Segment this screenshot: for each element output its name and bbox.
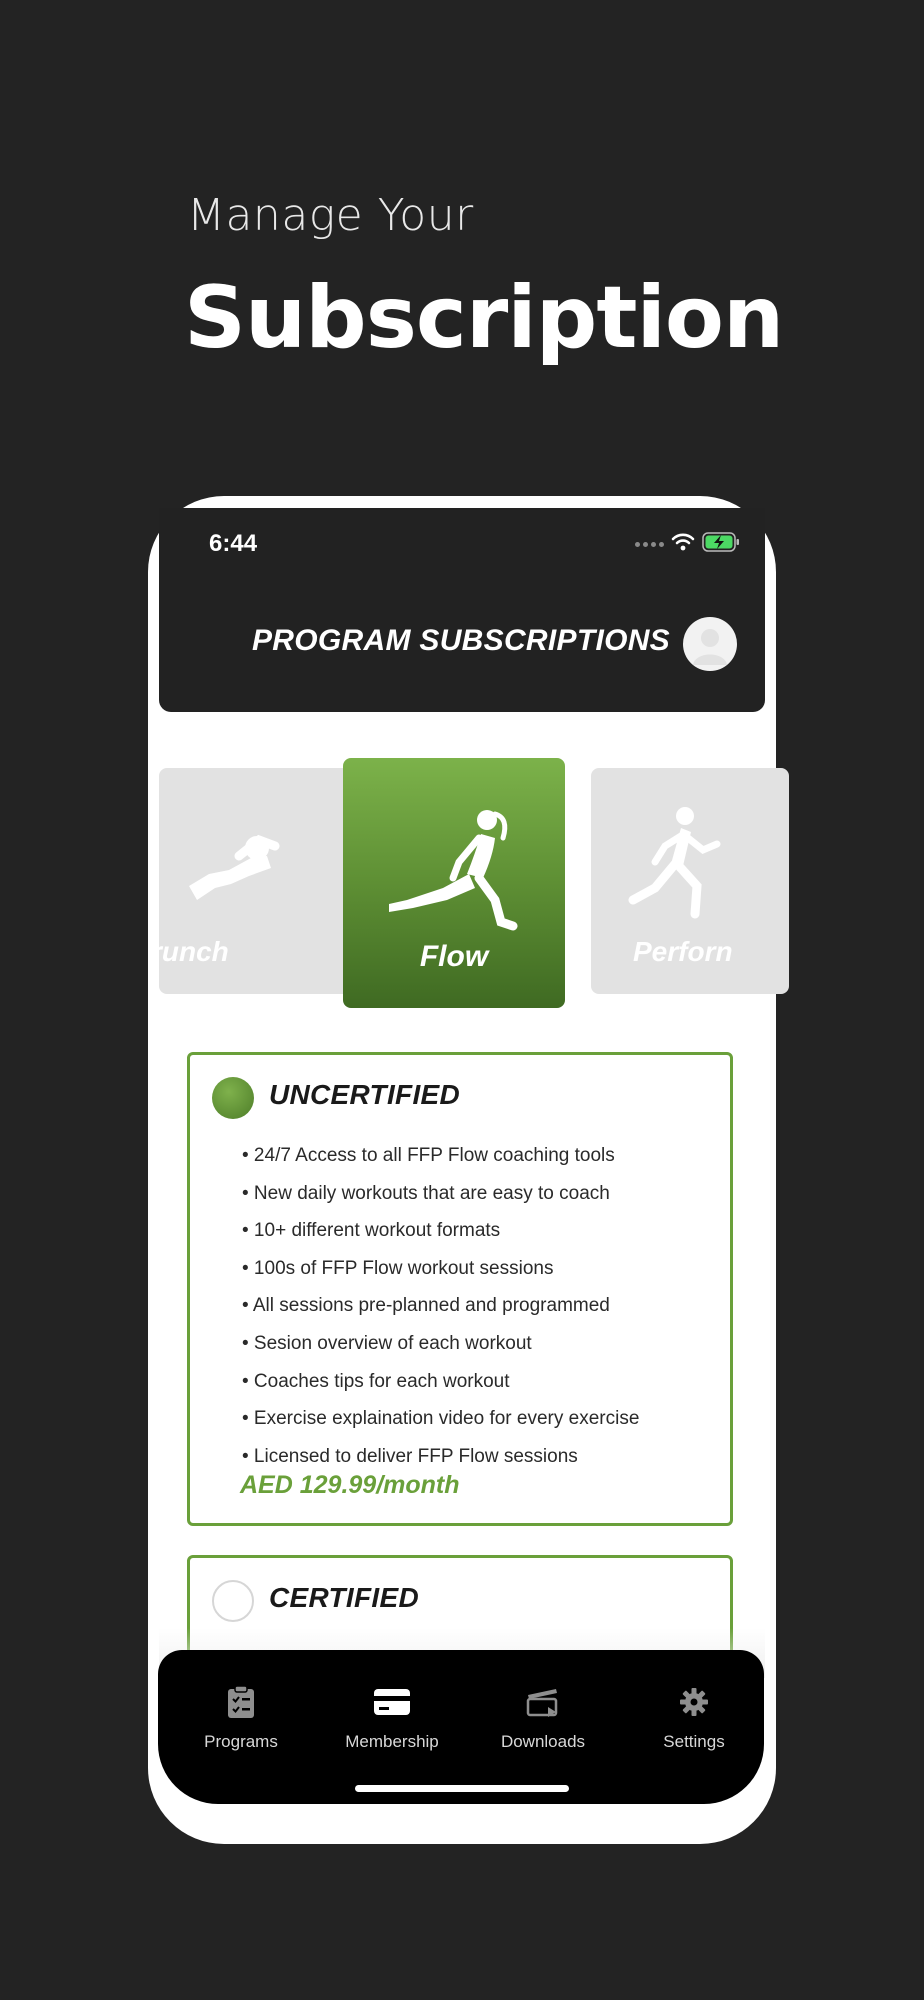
tab-membership[interactable] — [317, 1684, 467, 1752]
list-item: • Licensed to deliver FFP Flow sessions — [242, 1445, 578, 1467]
program-card-crunch[interactable] — [151, 768, 357, 994]
home-indicator[interactable] — [355, 1785, 569, 1792]
page-title: PROGRAM SUBSCRIPTIONS — [252, 624, 670, 657]
program-card-label: runch — [151, 936, 229, 967]
tab-bar — [158, 1650, 764, 1804]
tab-programs[interactable] — [166, 1684, 316, 1752]
tab-label: Programs — [204, 1732, 278, 1751]
hero-subtitle: Manage Your — [187, 190, 474, 241]
crunch-figure-icon — [179, 826, 289, 906]
gear-icon — [679, 1687, 709, 1717]
program-card-label: Perforn — [633, 936, 733, 967]
plan-card-uncertified[interactable] — [187, 1052, 733, 1526]
tab-label: Settings — [663, 1732, 725, 1751]
lunge-figure-icon — [383, 804, 523, 934]
plan-price: AED 129.99/month — [240, 1471, 460, 1499]
radio-selected-icon[interactable] — [212, 1077, 254, 1119]
avatar[interactable] — [683, 617, 737, 671]
list-item: • Coaches tips for each workout — [242, 1370, 510, 1392]
list-item: • 10+ different workout formats — [242, 1220, 501, 1242]
plan-name: UNCERTIFIED — [269, 1079, 461, 1110]
list-item: • All sessions pre-planned and programmed — [242, 1295, 610, 1317]
list-item: • 100s of FFP Flow workout sessions — [242, 1257, 554, 1279]
program-carousel[interactable] — [151, 758, 737, 1023]
top-bar — [159, 508, 765, 712]
list-item: • Sesion overview of each workout — [242, 1332, 532, 1354]
tab-settings[interactable] — [619, 1684, 769, 1752]
credit-card-icon — [373, 1688, 411, 1716]
tab-downloads[interactable] — [468, 1684, 618, 1752]
signal-dots-icon — [635, 542, 664, 547]
feature-list — [242, 1137, 639, 1475]
status-time: 6:44 — [209, 530, 258, 557]
list-item: • 24/7 Access to all FFP Flow coaching tools — [242, 1145, 615, 1166]
runner-figure-icon — [625, 804, 725, 924]
tab-label: Membership — [345, 1732, 439, 1751]
radio-unselected-icon[interactable] — [212, 1580, 254, 1622]
phone-screen — [151, 508, 765, 1832]
phone-frame — [148, 496, 776, 1844]
program-card-label: Flow — [419, 940, 489, 973]
battery-charging-icon — [702, 532, 740, 557]
list-item: • New daily workouts that are easy to coach — [242, 1182, 610, 1204]
plan-name: CERTIFIED — [269, 1582, 419, 1613]
hero-title: Subscription — [184, 268, 784, 368]
program-card-perform[interactable] — [591, 768, 789, 994]
tab-label: Downloads — [500, 1732, 586, 1751]
clipboard-checklist-icon — [227, 1685, 255, 1719]
program-card-flow[interactable] — [343, 758, 565, 1008]
status-icons — [635, 532, 740, 556]
list-item: • Exercise explaination video for every exercise — [242, 1408, 640, 1430]
clapperboard-download-icon — [526, 1687, 560, 1717]
wifi-icon — [672, 533, 694, 556]
